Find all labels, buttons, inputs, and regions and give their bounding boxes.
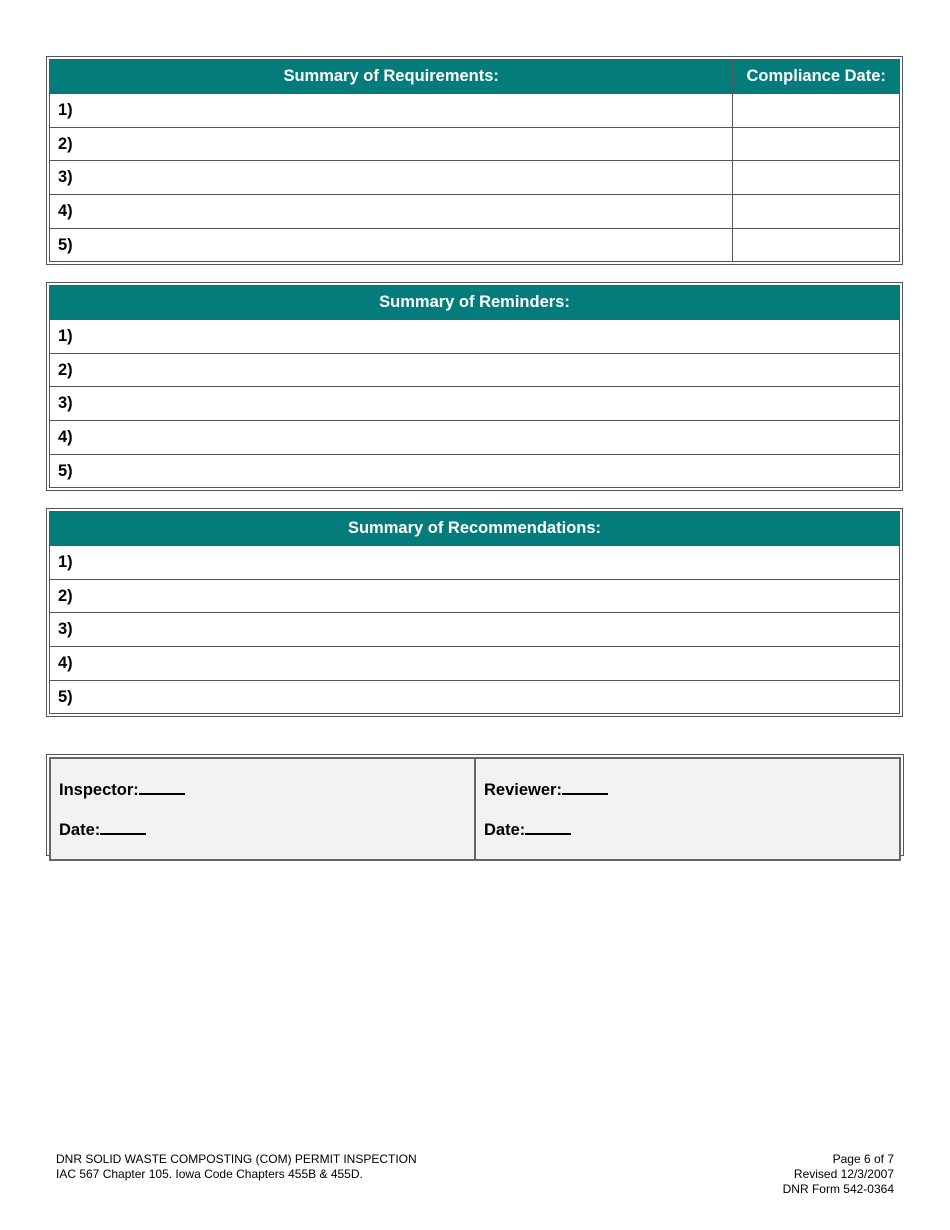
recommendation-item[interactable]: 2) (50, 579, 900, 613)
form-title: DNR SOLID WASTE COMPOSTING (COM) PERMIT INSPECTION (56, 1152, 417, 1166)
table-row (50, 127, 900, 161)
table-row (50, 353, 900, 387)
revised-date: Revised 12/3/2007 (793, 1167, 894, 1181)
table-row (50, 680, 900, 714)
recommendation-item[interactable]: 4) (50, 647, 900, 681)
signoff-box (46, 754, 904, 856)
table-row (50, 613, 900, 647)
requirement-item[interactable]: 5) (50, 228, 733, 262)
inspector-date-line (59, 819, 474, 839)
reminder-item[interactable]: 5) (50, 454, 900, 488)
table-row (50, 421, 900, 455)
recommendations-header: Summary of Recommendations: (50, 512, 900, 546)
table-row (50, 228, 900, 262)
requirements-header: Summary of Requirements: (50, 60, 733, 94)
reminders-header: Summary of Reminders: (50, 286, 900, 320)
reviewer-date-field[interactable] (525, 819, 571, 835)
requirement-item[interactable]: 3) (50, 161, 733, 195)
recommendation-item[interactable]: 1) (50, 546, 900, 580)
table-row (50, 320, 900, 354)
recommendations-table (46, 508, 903, 717)
inspector-label: Inspector: (59, 781, 139, 799)
reviewer-cell (475, 758, 900, 860)
inspector-line (59, 779, 474, 799)
table-row (50, 387, 900, 421)
requirements-table (46, 56, 903, 265)
reminder-item[interactable]: 3) (50, 387, 900, 421)
recommendation-item[interactable]: 5) (50, 680, 900, 714)
inspector-date-field[interactable] (100, 819, 146, 835)
compliance-date-header: Compliance Date: (733, 60, 900, 94)
requirement-item[interactable]: 2) (50, 127, 733, 161)
form-number: DNR Form 542-0364 (782, 1182, 894, 1196)
reminder-item[interactable]: 4) (50, 421, 900, 455)
footer-right (783, 1152, 894, 1197)
code-reference: IAC 567 Chapter 105. Iowa Code Chapters 455B & 455D. (56, 1167, 363, 1181)
footer-left (56, 1152, 417, 1182)
requirement-item[interactable]: 1) (50, 94, 733, 128)
table-row (50, 161, 900, 195)
table-row (50, 546, 900, 580)
recommendation-item[interactable]: 3) (50, 613, 900, 647)
reviewer-date-line (484, 819, 899, 839)
requirement-item[interactable]: 4) (50, 195, 733, 229)
compliance-date-cell[interactable] (733, 127, 900, 161)
table-row (50, 454, 900, 488)
page-number: Page 6 of 7 (832, 1152, 894, 1166)
reminders-table (46, 282, 903, 491)
compliance-date-cell[interactable] (733, 228, 900, 262)
compliance-date-cell[interactable] (733, 94, 900, 128)
reviewer-field[interactable] (562, 779, 608, 795)
inspector-field[interactable] (139, 779, 185, 795)
table-row (50, 195, 900, 229)
table-row (50, 579, 900, 613)
reviewer-label: Reviewer: (484, 781, 562, 799)
reviewer-date-label: Date: (484, 821, 526, 839)
reminder-item[interactable]: 1) (50, 320, 900, 354)
table-row (50, 94, 900, 128)
compliance-date-cell[interactable] (733, 161, 900, 195)
inspector-date-label: Date: (59, 821, 101, 839)
reminder-item[interactable]: 2) (50, 353, 900, 387)
inspector-cell (50, 758, 475, 860)
table-row (50, 647, 900, 681)
compliance-date-cell[interactable] (733, 195, 900, 229)
reviewer-line (484, 779, 899, 799)
